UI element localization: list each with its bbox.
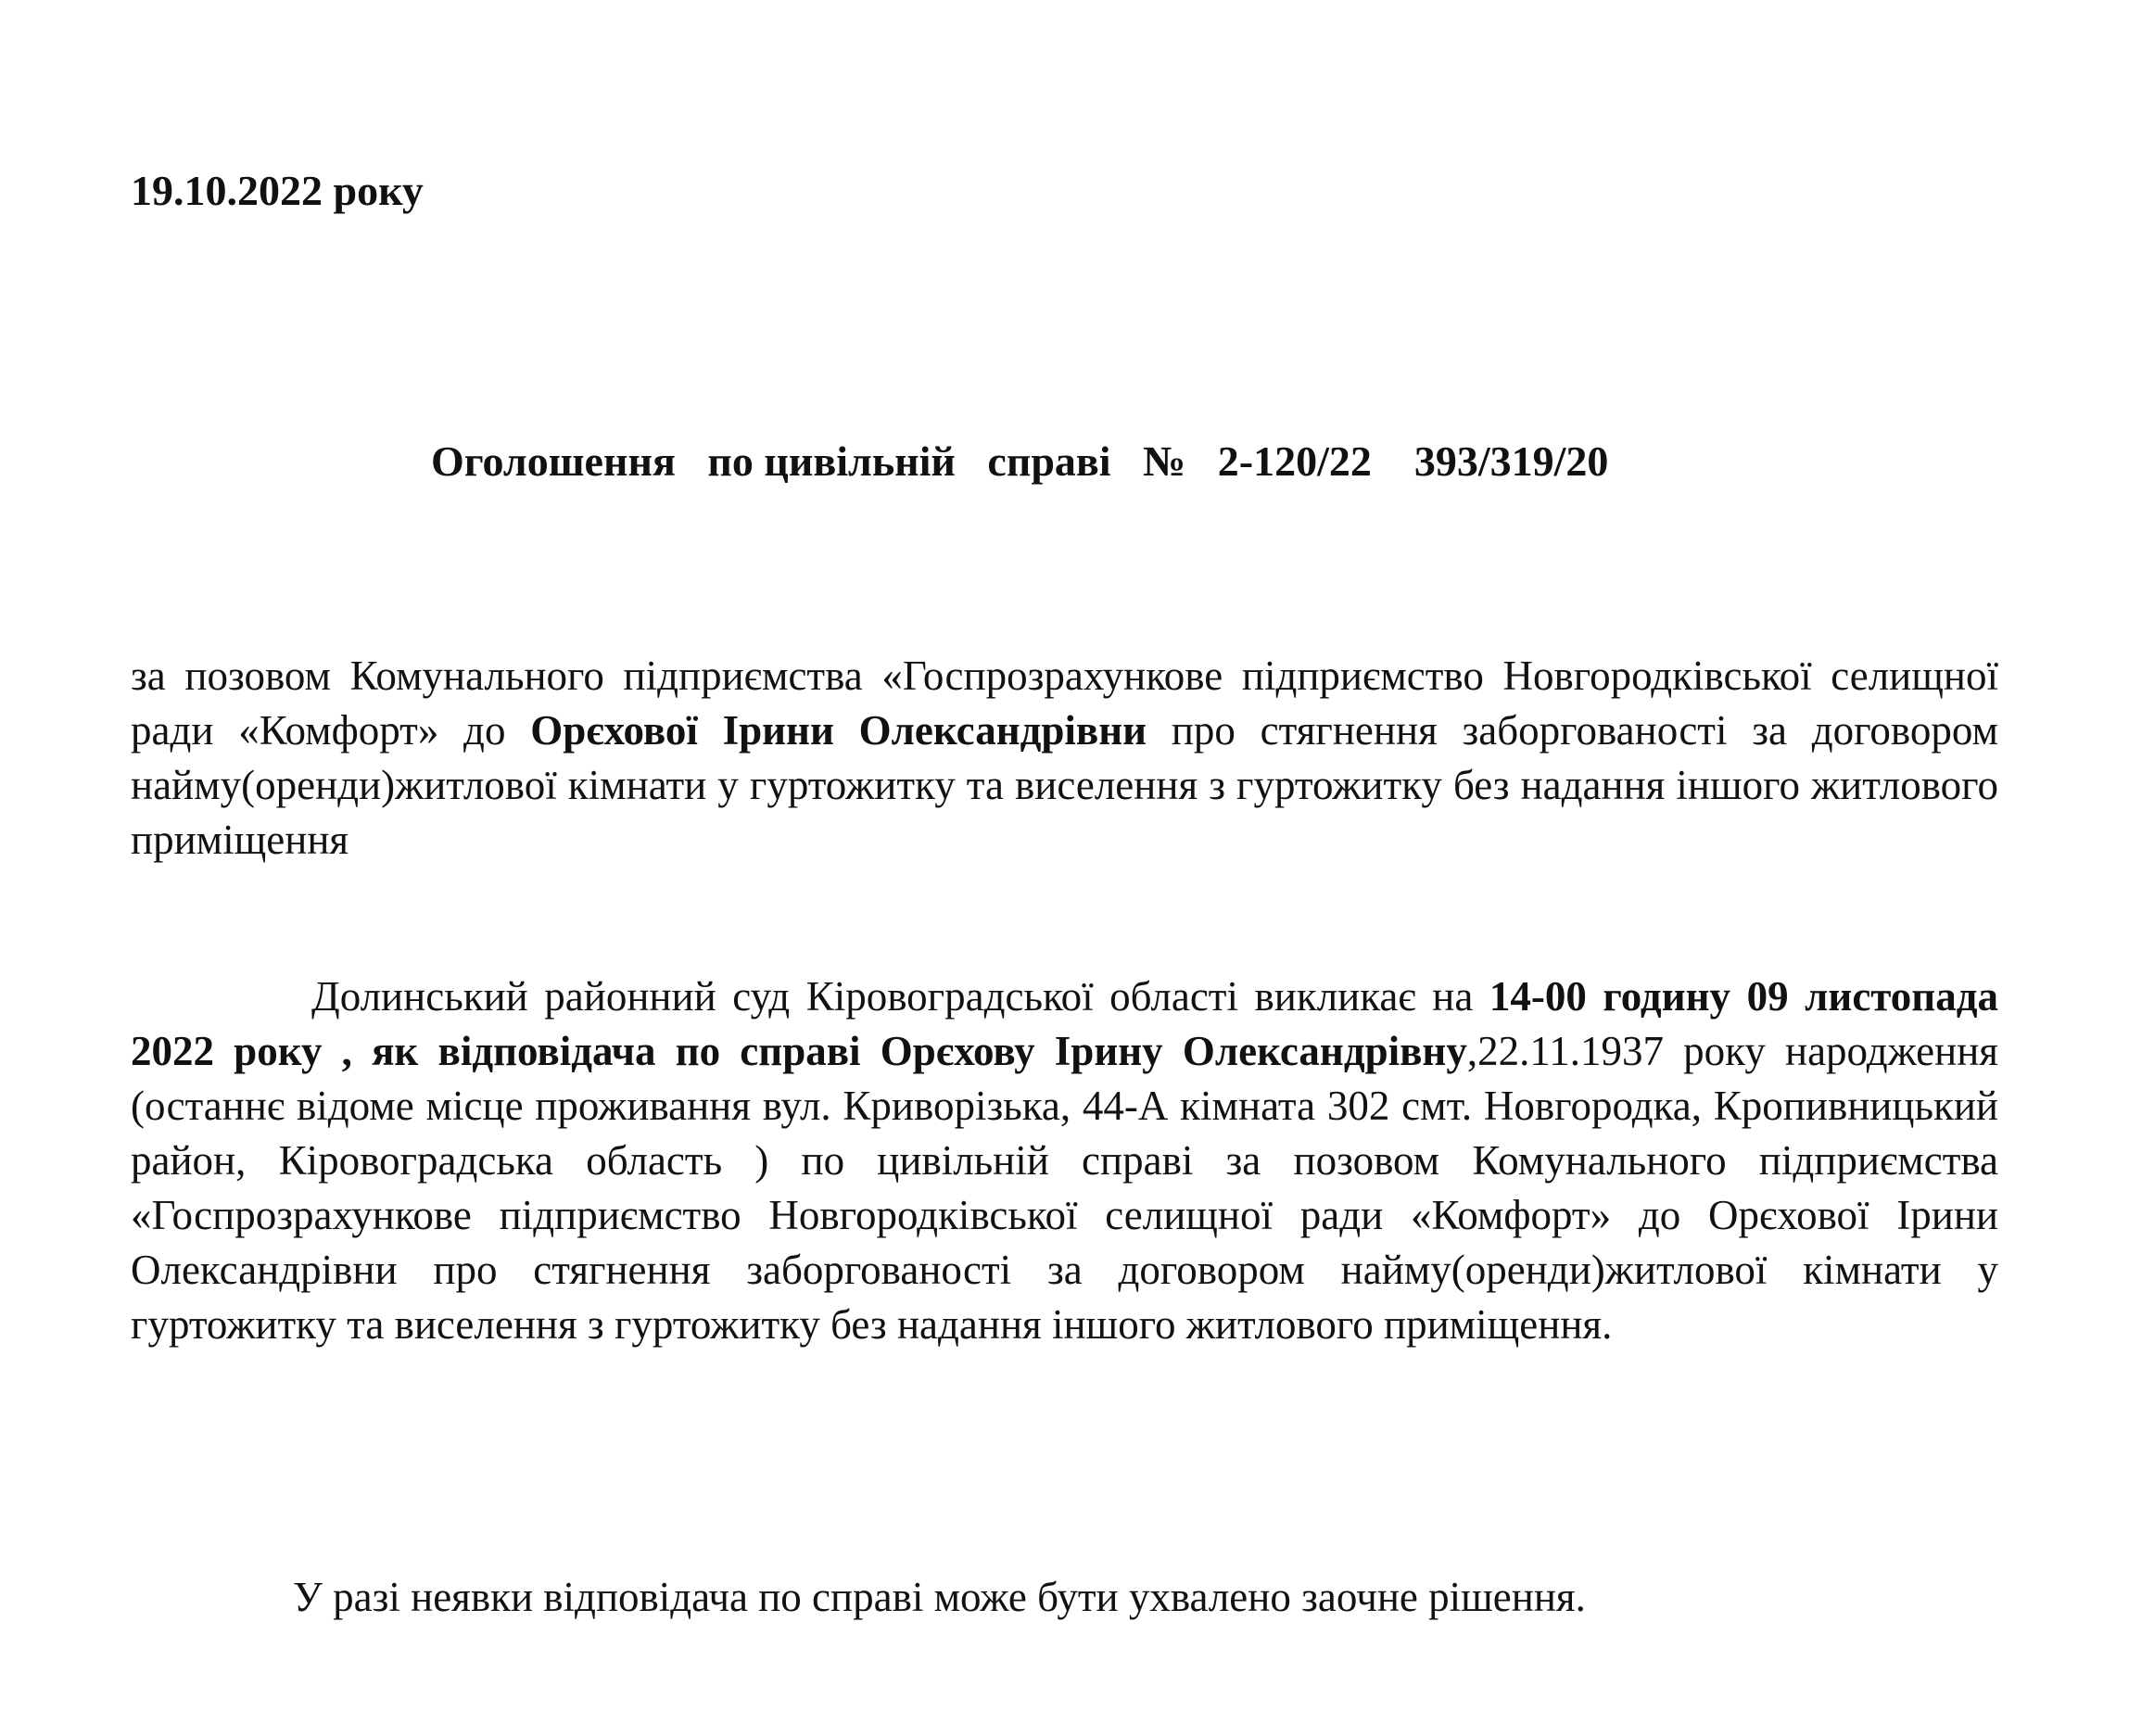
- claim-text-end: про стягнення заборгованості за договором найму(оренди)житлової кімнати у гуртожитку та виселення з гуртожитку без надання іншого житлового приміщення: [131, 707, 1998, 863]
- default-judgment-warning: У разі неявки відповідача по справі може бути ухвалено заочне рішення.: [293, 1574, 1586, 1620]
- summons-text-end: ,22.11.1937 року народження (останнє відоме місце проживання вул. Криворізька, 44-А кімната 302 смт. Новгородка, Кропивницький район, Кіровоградська область ) по цивільній справі за позовом Комунального підприємства «Госпрозрахункове підприємство Новгородківської селищної ради «Комфорт» до Орєхової Ірини Олександрівни про стягнення заборгованості за договором найму(оренди)житлової кімнати у гуртожитку та виселення з гуртожитку без надання іншого житлового приміщення.: [131, 1028, 1998, 1348]
- defendant-name: Орєхової Ірини Олександрівни: [530, 707, 1147, 754]
- claim-text-start: за позовом Комунального підприємства «Госпрозрахункове підприємство Новгородківської селищної ради «Комфорт» до: [131, 653, 1998, 754]
- summons-text-start: Долинський районний суд Кіровоградської області викликає на: [311, 973, 1489, 1020]
- hearing-time-and-defendant: 14-00 годину 09 листопада 2022 року , як відповідача по справі Орєхову Ірину Олександрівну: [131, 973, 1998, 1074]
- summons-paragraph: [131, 969, 1998, 1352]
- claim-description-paragraph: [131, 649, 1998, 868]
- document-date: 19.10.2022 року: [131, 167, 424, 214]
- announcement-title: Оголошення по цивільній справі № 2-120/22 393/319/20: [431, 437, 1609, 485]
